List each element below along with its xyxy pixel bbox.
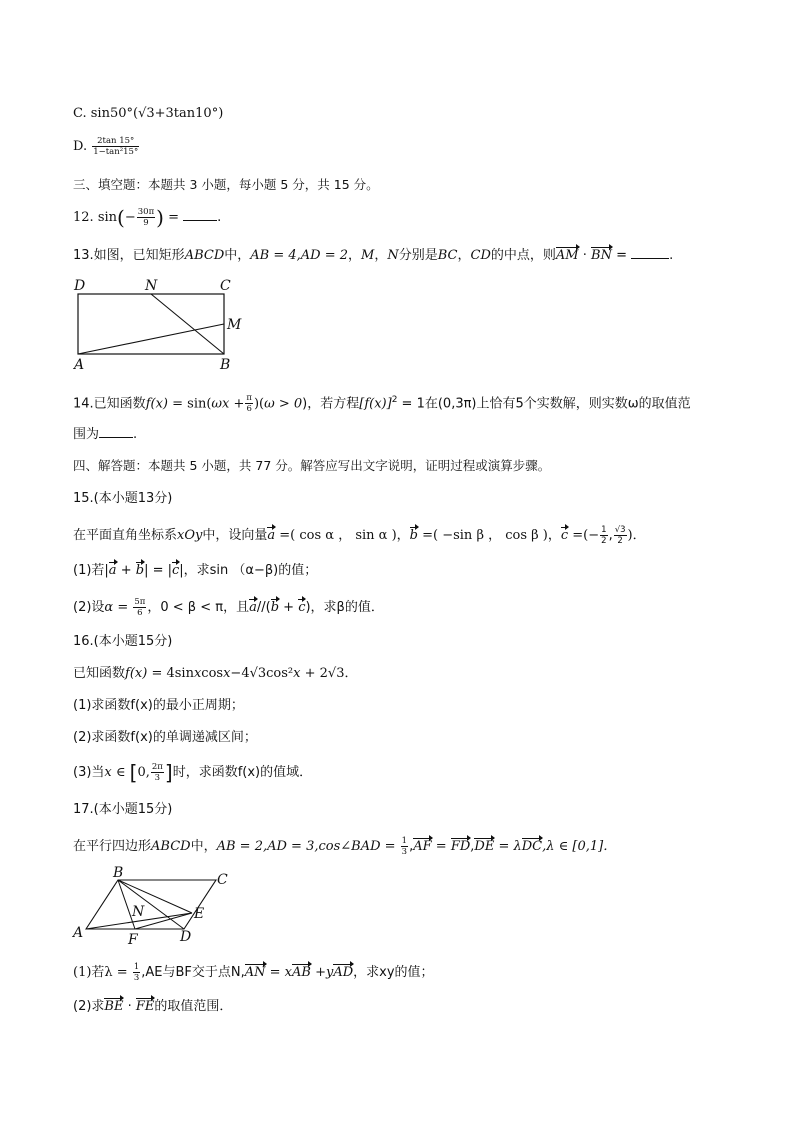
label-n: N xyxy=(145,278,158,294)
q17-p1-c: = x xyxy=(265,965,292,980)
q12-paren-close: ) xyxy=(156,205,164,230)
q17-vector-ab: AB xyxy=(292,963,311,983)
q15-p2-den: 6 xyxy=(137,608,143,618)
q17-num: 1 xyxy=(401,836,408,846)
q14-fx: f(x) xyxy=(145,396,168,412)
q14-close: )( xyxy=(253,396,265,412)
q14-num: π xyxy=(246,393,252,404)
q17-eq2: = λ xyxy=(494,839,522,854)
q15-p2-vector-b: b xyxy=(271,598,279,618)
q17-comma: , xyxy=(470,839,475,854)
q17-den: 3 xyxy=(401,847,408,857)
q16-part3 xyxy=(73,762,312,783)
label-a: A xyxy=(74,357,85,372)
section-solve-title: 四、解答题：本题共 5 小题，共 77 分。解答应写出文字说明，证明过程或演算步骤。 xyxy=(73,458,551,473)
q14-condition: ω > 0 xyxy=(264,396,303,412)
q16-p3-fraction xyxy=(151,762,164,783)
question-13: 13.如图，已知矩形ABCD中，AB = 4,AD = 2，M，N分别是BC，CD的中点，则AM · BN = . xyxy=(73,246,673,266)
q13-cd: CD xyxy=(470,248,491,263)
q15-p1-b: + xyxy=(116,563,136,578)
q15-p2-b: ，0 < β < π，且 xyxy=(147,600,250,615)
q16-stem-c: cos xyxy=(201,666,224,681)
label-c: C xyxy=(217,872,228,888)
q13-condition: AB = 4,AD = 2 xyxy=(250,248,349,263)
q13-text-d: ， xyxy=(374,248,388,263)
q13-equals: = xyxy=(611,248,632,263)
q17-vector-de: DE xyxy=(474,837,494,857)
label-e: E xyxy=(194,906,205,922)
q16-p3-b: ∈ xyxy=(111,765,130,780)
q16-p3-x: x xyxy=(104,765,112,780)
segment-bn xyxy=(151,294,224,354)
option-d-denominator: 1−tan²15° xyxy=(93,147,139,157)
q17-p1-e: ，求xy的值； xyxy=(353,965,434,980)
q14-text-b: )，若方程 xyxy=(302,396,360,412)
q12-label: 12. xyxy=(73,210,94,225)
q15-p2-num: 5π xyxy=(134,597,146,607)
q15-a-value: =( cos α ， sin α )， xyxy=(275,528,410,543)
q13-answer-blank[interactable] xyxy=(631,246,669,259)
q15-stem: 在平面直角坐标系xOy中，设向量a =( cos α ， sin α )，b =( −sin β ， cos β )，c =(− $\frac{1}{2}$ , $\frac{√3}{2}$ )． xyxy=(73,525,646,546)
q16-stem-b: = 4sin xyxy=(147,666,194,681)
question-14-line2: 围为 . xyxy=(73,427,138,442)
q17-vector-af: AF xyxy=(413,837,431,857)
q15-p2-e: )，求β的值． xyxy=(305,600,384,615)
q17-p2-dot: · xyxy=(123,999,136,1014)
rectangle-abcd xyxy=(78,294,224,354)
q13-rectangle-figure xyxy=(70,276,250,372)
q16-title: 16.(本小题15分) xyxy=(73,634,173,649)
q15-p1-d: |，求sin （α−β)的值； xyxy=(179,563,318,578)
q16-fx: f(x) xyxy=(125,666,148,681)
q14-equation-rest: = 1在(0,3π)上恰有5个实数解，则实数ω的取值范 xyxy=(397,396,691,412)
q16-part2: (2)求函数f(x)的单调递减区间； xyxy=(73,730,257,745)
q13-text-b: 中， xyxy=(224,248,251,263)
label-n: N xyxy=(132,904,145,920)
q13-dot: · xyxy=(578,248,592,263)
q16-p3-den: 3 xyxy=(154,773,161,783)
q17-p1-d: +y xyxy=(310,965,334,980)
q16-stem-e: + 2√3． xyxy=(300,666,358,681)
label-b: B xyxy=(220,357,231,372)
q15-p2-fraction xyxy=(133,597,146,618)
q15-p2-alpha: α = xyxy=(104,600,133,615)
label-c: C xyxy=(220,278,231,294)
label-a: A xyxy=(73,925,84,941)
q17-stem-a: 在平行四边形 xyxy=(73,839,152,854)
label-m: M xyxy=(227,317,242,333)
q14-answer-blank[interactable] xyxy=(99,425,133,438)
q16-p3-num: 2π xyxy=(151,762,163,772)
segment-am xyxy=(78,324,224,354)
q15-c-value-a: =(− xyxy=(568,528,600,543)
q15-c-num2: √3 xyxy=(614,525,626,535)
q15-c-frac1 xyxy=(600,525,607,546)
q17-condition: AB = 2,AD = 3,cos∠BAD = xyxy=(216,839,400,854)
q15-part1 xyxy=(73,561,317,581)
q16-p3-c: 时，求函数f(x)的值域． xyxy=(172,765,313,780)
q16-part1: (1)求函数f(x)的最小正周期； xyxy=(73,698,244,713)
q15-p2-vector-a: a xyxy=(249,598,257,618)
q17-vector-fe: FE xyxy=(136,997,155,1017)
q17-parallelogram-figure xyxy=(70,866,240,948)
option-d-label: D. xyxy=(73,139,88,154)
q17-p2-a: (2)求 xyxy=(73,999,105,1014)
q12-equals: = xyxy=(168,210,180,225)
q15-c-den2: 2 xyxy=(617,536,623,546)
q13-bc: BC xyxy=(437,248,458,263)
q15-xoy: xOy xyxy=(177,528,203,543)
question-12: 12. sin(− $\frac{30\pi}{9}$ ) = . xyxy=(73,205,222,230)
section-fill-title: 三、填空题：本题共 3 小题，每小题 5 分，共 15 分。 xyxy=(73,177,379,192)
q12-num: 30π xyxy=(137,207,155,217)
q17-p1-b: ,AE与BF交于点N, xyxy=(141,965,245,980)
q13-vector-bn: BN xyxy=(591,246,612,266)
q17-part1 xyxy=(73,962,434,983)
q15-p2-vector-c: c xyxy=(298,598,305,618)
q14-equation: [f(x)] xyxy=(359,396,392,412)
q17-stem: 在平行四边形ABCD中，AB = 2,AD = 3,cos∠BAD = $\frac{1}{3}$ ,AF = FD,DE = λDC,λ ∈ [0,1]． xyxy=(73,836,617,857)
q17-p1-den: 3 xyxy=(133,973,140,983)
label-d: D xyxy=(74,278,86,294)
q15-c-den1: 2 xyxy=(601,536,607,546)
q17-p1-a: (1)若λ = xyxy=(73,965,132,980)
q12-func: sin xyxy=(97,210,118,225)
q15-c-num1: 1 xyxy=(601,525,607,535)
q15-b-value: =( −sin β ， cos β )， xyxy=(417,528,561,543)
label-d: D xyxy=(180,929,192,945)
q16-interval-a: 0, xyxy=(137,765,150,780)
q12-den: 9 xyxy=(143,218,149,228)
q17-vector-an: AN xyxy=(245,963,266,983)
q13-abcd: ABCD xyxy=(184,248,225,263)
q15-p2-c: //( xyxy=(256,600,271,615)
q14-fraction xyxy=(245,393,253,414)
q12-paren-open: ( xyxy=(117,205,125,230)
q15-vector-b: b xyxy=(410,526,418,546)
q16-stem-a: 已知函数 xyxy=(73,666,126,681)
q17-stem-b: 中， xyxy=(190,839,217,854)
q13-text-c: ， xyxy=(348,248,362,263)
q13-n: N xyxy=(387,248,399,263)
q14-text-a: 14.已知函数 xyxy=(73,396,146,412)
q15-p1-vector-a: a xyxy=(109,561,117,581)
q17-p1-num: 1 xyxy=(133,962,140,972)
q13-text-f: ， xyxy=(457,248,471,263)
q14-wx: ωx xyxy=(211,396,230,412)
option-d xyxy=(73,136,140,157)
q17-part2 xyxy=(73,997,232,1017)
q15-stem-b: 中，设向量 xyxy=(202,528,268,543)
q15-part2 xyxy=(73,597,384,618)
option-d-fraction xyxy=(92,136,139,157)
q16-stem xyxy=(73,664,357,684)
q17-p2-b: 的取值范围． xyxy=(154,999,233,1014)
q16-bracket-open: [ xyxy=(129,760,138,785)
question-14: 14.已知函数f(x) = sin(ωx + $\frac{\pi}{6}$ )(ω > 0)，若方程$[f(x)]^2 = 1$在(0,3π)上恰有5个实数解，则实数ω的取值范 xyxy=(73,393,691,415)
q13-text-a: 13.如图，已知矩形 xyxy=(73,248,185,263)
q16-bracket-close: ] xyxy=(164,760,173,785)
q15-p2-a: (2)设 xyxy=(73,600,105,615)
q13-text-e: 分别是 xyxy=(398,248,438,263)
q15-p1-vector-b: b xyxy=(136,561,144,581)
q16-x2: x xyxy=(223,666,231,681)
q15-vector-c: c xyxy=(561,526,568,546)
q13-text-g: 的中点，则 xyxy=(490,248,556,263)
q16-p3-a: (3)当 xyxy=(73,765,105,780)
q17-tail: ,λ ∈ [0,1]． xyxy=(542,839,617,854)
q17-title: 17.(本小题15分) xyxy=(73,802,173,817)
q13-vector-am: AM xyxy=(556,246,579,266)
q15-title: 15.(本小题13分) xyxy=(73,491,173,506)
q15-stem-a: 在平面直角坐标系 xyxy=(73,528,178,543)
q17-eq1: = xyxy=(431,839,451,854)
q17-p1-fraction xyxy=(133,962,140,983)
q16-x3: x xyxy=(293,666,301,681)
q15-p2-d: + xyxy=(279,600,299,615)
label-f: F xyxy=(128,932,138,948)
q14-plus: + xyxy=(229,396,245,412)
q12-answer-blank[interactable] xyxy=(183,208,217,221)
q17-abcd: ABCD xyxy=(151,839,191,854)
q14-den: 6 xyxy=(246,404,252,415)
q14-eq: = sin( xyxy=(167,396,212,412)
q15-p1-c: | = | xyxy=(144,563,172,578)
q16-x1: x xyxy=(193,666,202,681)
q14-line2: 围为 xyxy=(73,427,100,442)
q17-vector-ad: AD xyxy=(333,963,353,983)
q15-vector-a: a xyxy=(267,526,275,546)
option-c-label: C. xyxy=(73,106,87,121)
q13-m: M xyxy=(361,248,375,263)
q17-vector-be: BE xyxy=(104,997,123,1017)
q17-vector-dc: DC xyxy=(522,837,542,857)
q15-c-frac2 xyxy=(614,525,627,546)
option-d-numerator: 2tan 15° xyxy=(92,136,139,147)
option-c-expression: sin50°(√3+3tan10°) xyxy=(90,106,224,121)
q15-c-value-b: )． xyxy=(627,528,646,543)
label-b: B xyxy=(113,866,124,881)
q15-p1-a: (1)若| xyxy=(73,563,109,578)
q17-vector-fd: FD xyxy=(451,837,470,857)
q15-p1-vector-c: c xyxy=(172,561,179,581)
q12-fraction xyxy=(137,207,155,228)
q17-fraction xyxy=(401,836,408,857)
q16-stem-d: −4√3cos² xyxy=(230,666,294,681)
option-c xyxy=(73,104,223,124)
